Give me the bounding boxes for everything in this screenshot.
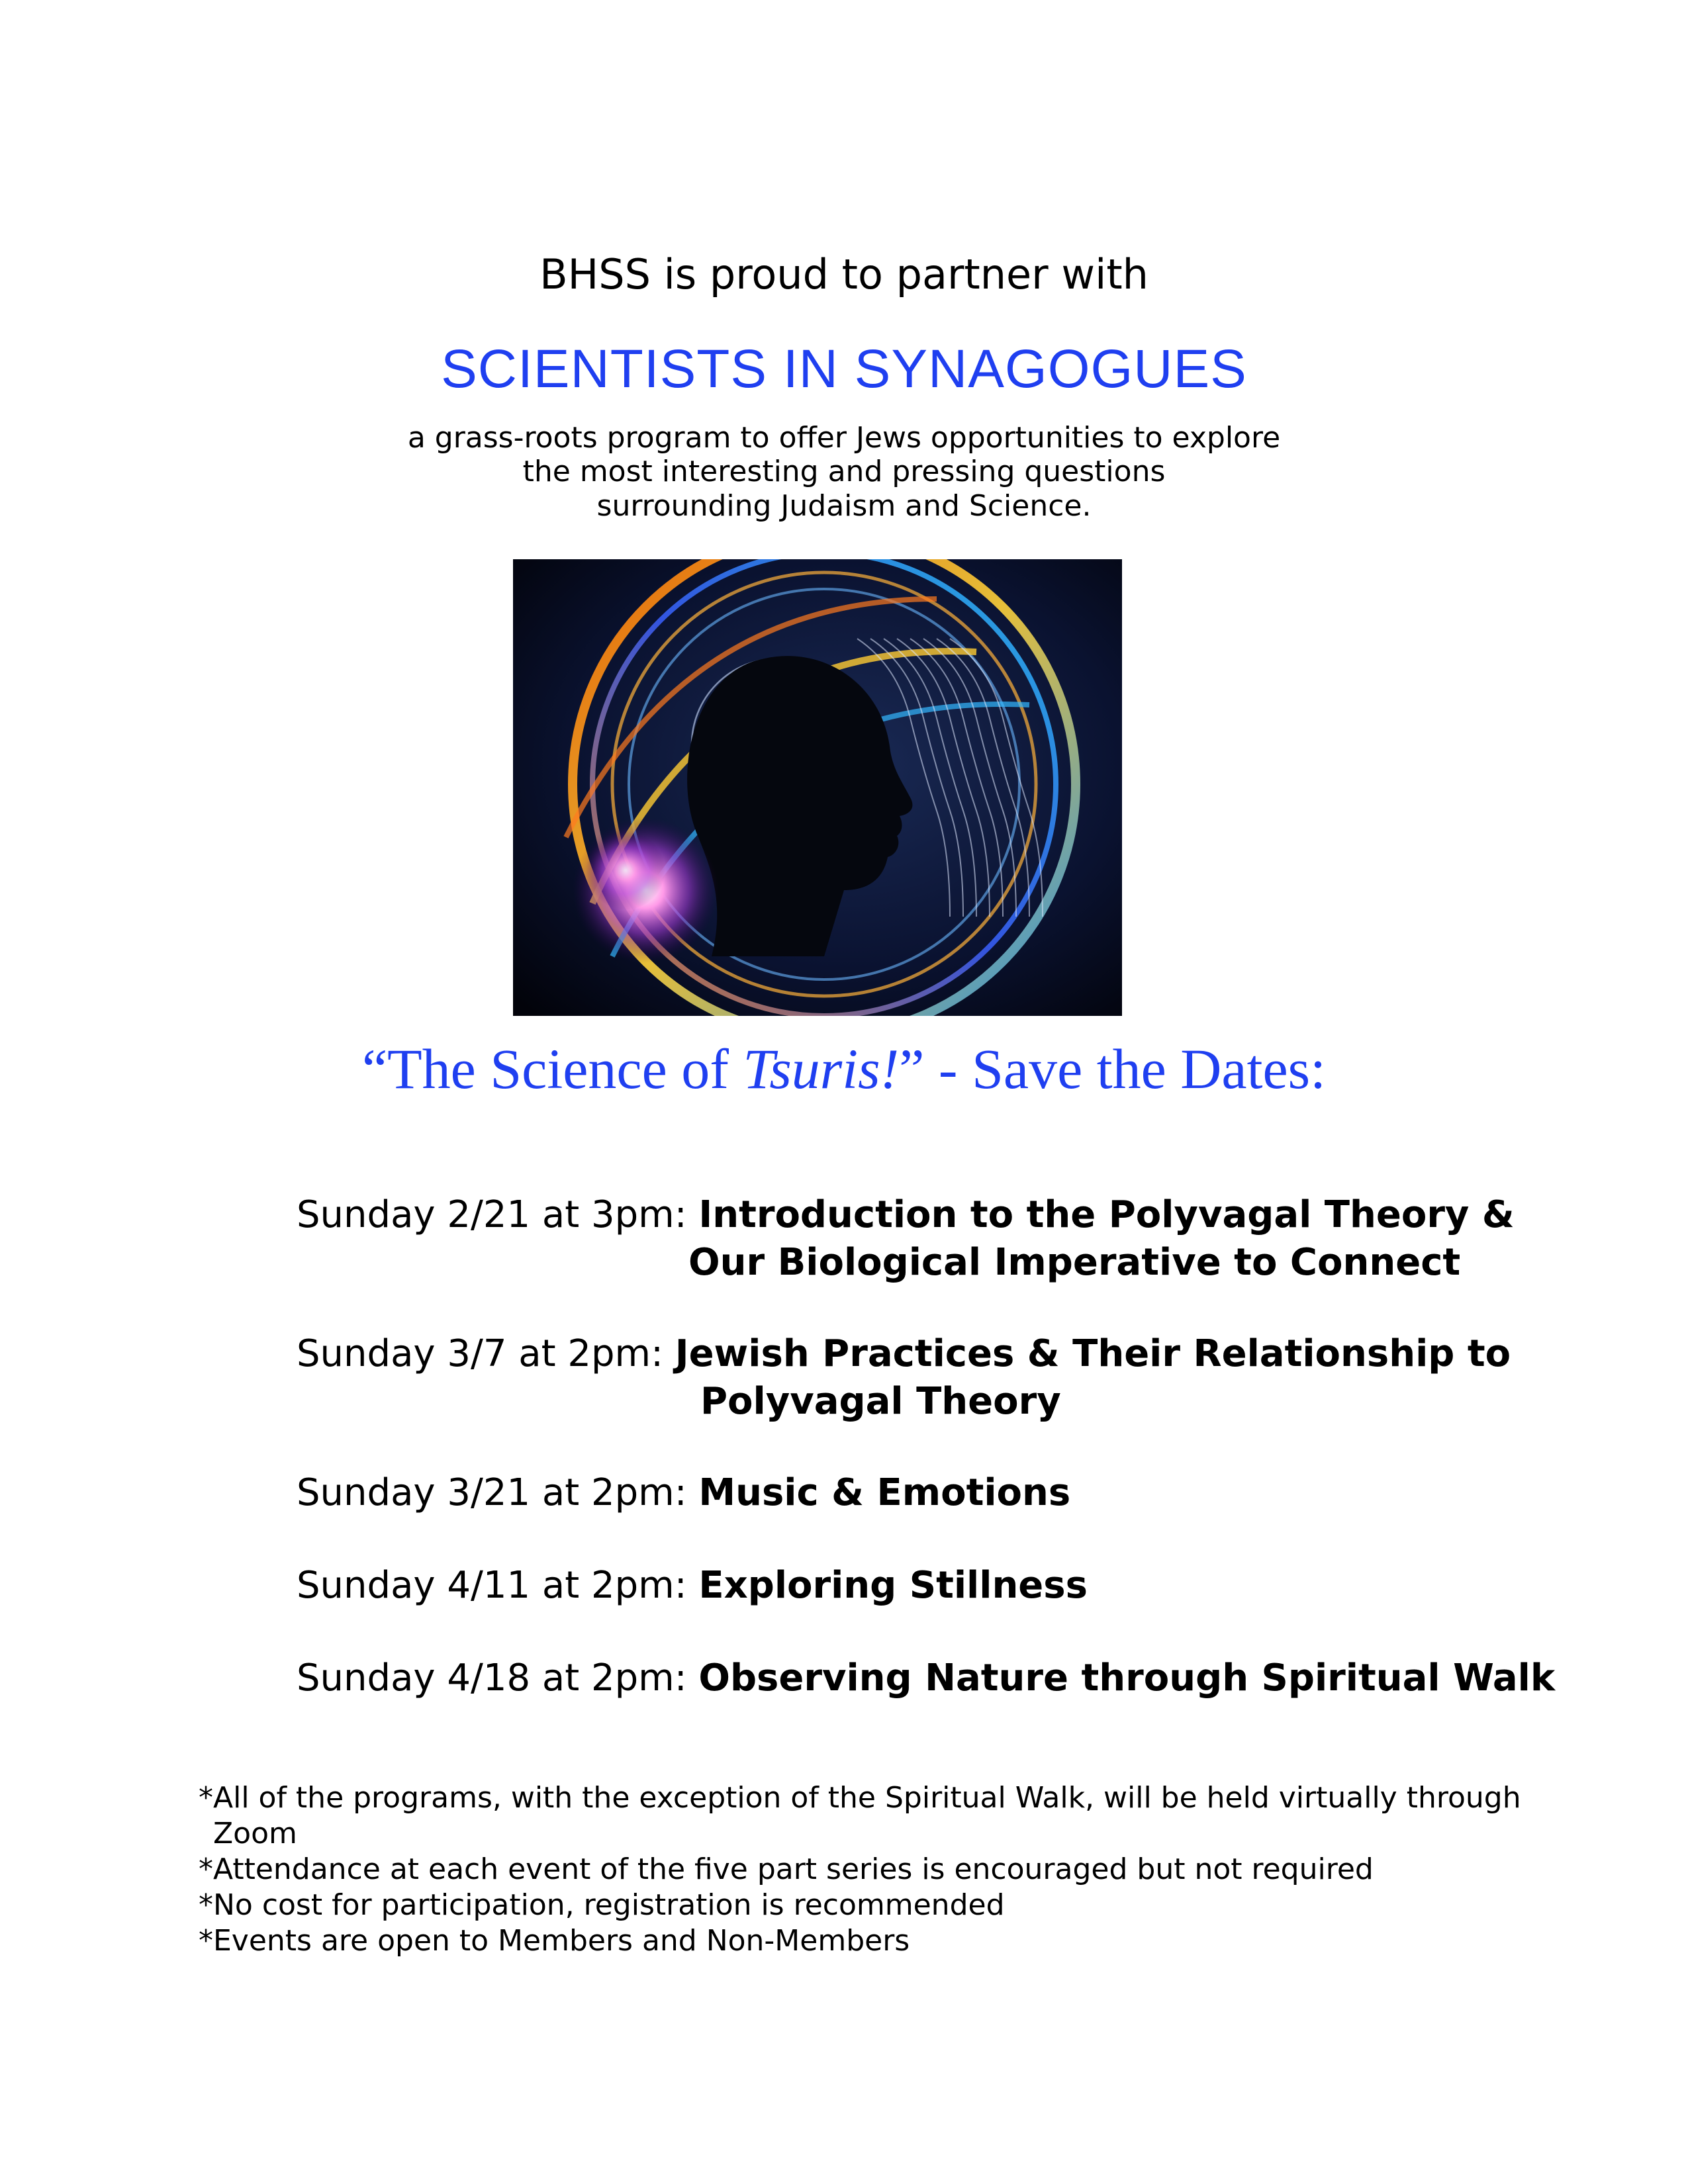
event-title: Music & Emotions — [698, 1471, 1071, 1514]
series-heading-italic: Tsuris! — [743, 1037, 900, 1101]
event-date: Sunday 4/11 at 2pm: — [297, 1564, 699, 1607]
note-line: *No cost for participation, registration is recommended — [199, 1888, 1005, 1922]
event-title-continued: Polyvagal Theory — [700, 1380, 1061, 1423]
intro-line: BHSS is proud to partner with — [539, 250, 1149, 298]
event-title-continued: Our Biological Imperative to Connect — [688, 1241, 1461, 1284]
event-date: Sunday 3/21 at 2pm: — [297, 1471, 699, 1514]
event-title: Observing Nature through Spiritual Walk — [698, 1657, 1556, 1700]
note-line: Zoom — [213, 1817, 297, 1850]
note-line: *All of the programs, with the exception of the Spiritual Walk, will be held virtually through — [199, 1781, 1521, 1815]
event-item — [297, 1562, 1088, 1610]
description-line: a grass-roots program to offer Jews opportunities to explore — [407, 421, 1281, 455]
event-item — [297, 1330, 1511, 1378]
event-title: Introduction to the Polyvagal Theory & — [698, 1193, 1515, 1236]
organization-title: SCIENTISTS IN SYNAGOGUES — [441, 339, 1247, 399]
event-date: Sunday 2/21 at 3pm: — [297, 1193, 699, 1236]
event-date: Sunday 3/7 at 2pm: — [297, 1332, 675, 1375]
event-title: Exploring Stillness — [698, 1564, 1088, 1607]
note-line: *Events are open to Members and Non-Members — [199, 1924, 910, 1958]
description-line: the most interesting and pressing questions — [522, 455, 1166, 488]
head-silhouette-artwork — [513, 559, 1122, 1016]
event-date: Sunday 4/18 at 2pm: — [297, 1657, 699, 1700]
event-item — [297, 1655, 1555, 1702]
series-heading — [0, 1032, 1688, 1105]
note-line: *Attendance at each event of the five part series is encouraged but not required — [199, 1852, 1374, 1886]
series-heading-end: ” - Save the Dates: — [899, 1037, 1327, 1101]
event-item — [297, 1469, 1070, 1517]
event-item — [297, 1191, 1515, 1239]
description-line: surrounding Judaism and Science. — [596, 489, 1092, 523]
event-title: Jewish Practices & Their Relationship to — [675, 1332, 1511, 1375]
series-heading-start: “The Science of — [361, 1037, 743, 1101]
